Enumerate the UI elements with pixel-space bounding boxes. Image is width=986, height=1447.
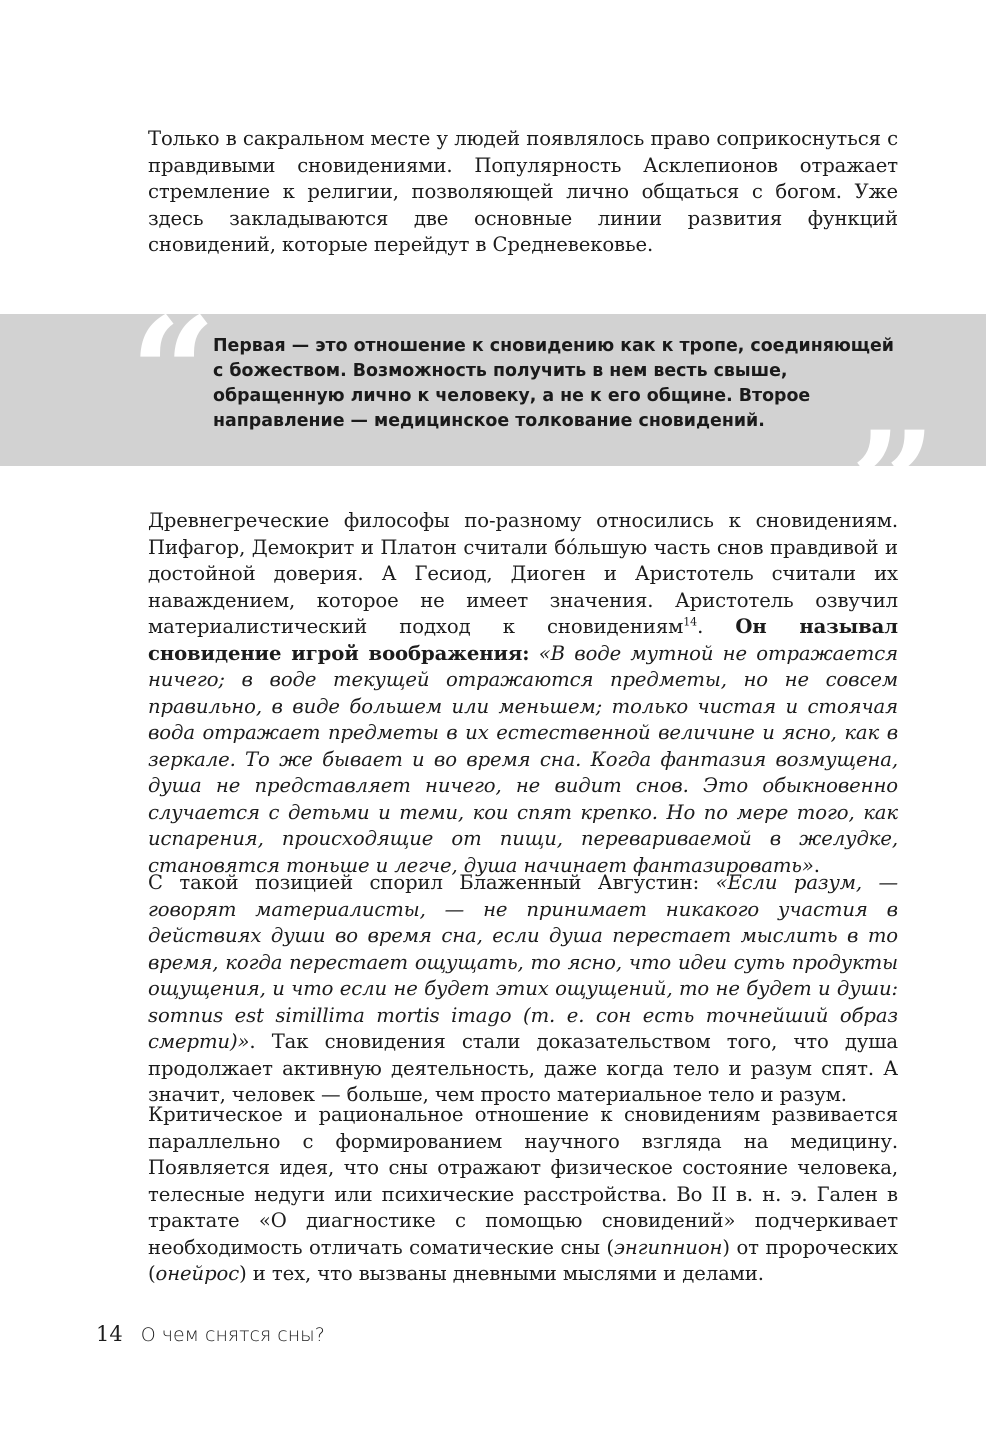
paragraph-4-part2: ) от пророческих ( <box>148 1235 898 1285</box>
body-paragraph-1: Только в сакральном месте у людей появлялось право соприкоснуться с правдивыми сновидениями. Популярность Асклепионов отражает стремление к религии, позволяющей лично общаться с богом. Уже здесь закладываются две основные линии развития функций сновидений, которые перейдут в Средневековье. <box>148 127 898 256</box>
aristotle-quote: «В воде мутной не отражается ничего; в воде текущей отражаются предметы, но не совсем правильно, в виде большем или меньшем; только чистая и стоячая вода отражает предметы в их естественной величине и ясно, как в зеркале. То же бывает и во время сна. Когда фантазия возмущена, душа не представляет ничего, не видит снов. Это обыкновенно случается с детьми и теми, кои спят крепко. Но по мере того, как испарения, происходящие от пищи, перевариваемой в желудке, становятся тоньше и легче, душа начинает фантазировать» <box>148 641 898 877</box>
paragraph-3-rest: . Так сновидения стали доказательством того, что душа продолжает активную деятельность, даже когда тело и разум спят. А значит, человек — больше, чем просто материальное тело и разум. <box>148 1030 898 1106</box>
footnote-ref: 14 <box>683 615 698 629</box>
paragraph-2-end: . <box>813 853 820 877</box>
term-oneiros: онейрос <box>155 1262 240 1285</box>
body-paragraph-4 <box>148 1102 898 1288</box>
running-title: О чем снятся сны? <box>140 1324 325 1346</box>
paragraph-2-space <box>529 642 538 665</box>
paragraph-2-intro: Древнегреческие философы по-разному относились к сновидениям. Пифагор, Демокрит и Платон считали бóльшую часть снов правдивой и достойной доверия. А Гесиод, Диоген и Аристотель считали их наваждением, которое не имеет значения. Аристотель озвучил материалистический подход к сновидениям <box>148 509 898 638</box>
augustine-quote: «Если разум, — говорят материалисты, — не принимает никакого участия в действиях души во время сна, если душа перестает мыслить в то время, когда перестает ощущать, то ясно, что идеи суть продукты ощущения, и что если не будет этих ощущений, то не будет и души: somnus est simillima mortis imago (т. е. сон есть точнейший образ смерти)» <box>148 871 899 1053</box>
paragraph-3-intro: С такой позицией спорил Блаженный Августин: <box>148 871 716 894</box>
paragraph-2-period: . <box>697 615 736 638</box>
paragraph-4-part1: Критическое и рациональное отношение к сновидениям развивается параллельно с формированием научного взгляда на медицину. Появляется идея, что сны отражают физическое состояние человека, телесные недуги или психические расстройства. Во II в. н. э. Гален в трактате «О диагностике с помощью сновидений» подчеркивает необходимость отличать соматические сны ( <box>148 1103 898 1259</box>
pull-quote-text: Первая — это отношение к сновидению как к тропе, соединяющей с божеством. Возможность получить в нем весть свыше, обращенную лично к человеку, а не к его общине. Второе направление — медицинское толкование сновидений. <box>213 336 894 431</box>
body-paragraph-3 <box>148 870 898 1109</box>
close-quote-mark: ” <box>850 399 937 575</box>
page-number: 14 <box>96 1322 123 1346</box>
page-footer <box>96 1320 325 1349</box>
paragraph-2-bold: Он называл сновидение игрой воображения: <box>148 615 898 665</box>
term-engipnion: энгипнион <box>613 1235 723 1259</box>
paragraph-4-part3: ) и тех, что вызваны дневными мыслями и делами. <box>239 1262 764 1285</box>
open-quote-mark: “ <box>130 285 217 461</box>
body-paragraph-2 <box>148 508 898 879</box>
